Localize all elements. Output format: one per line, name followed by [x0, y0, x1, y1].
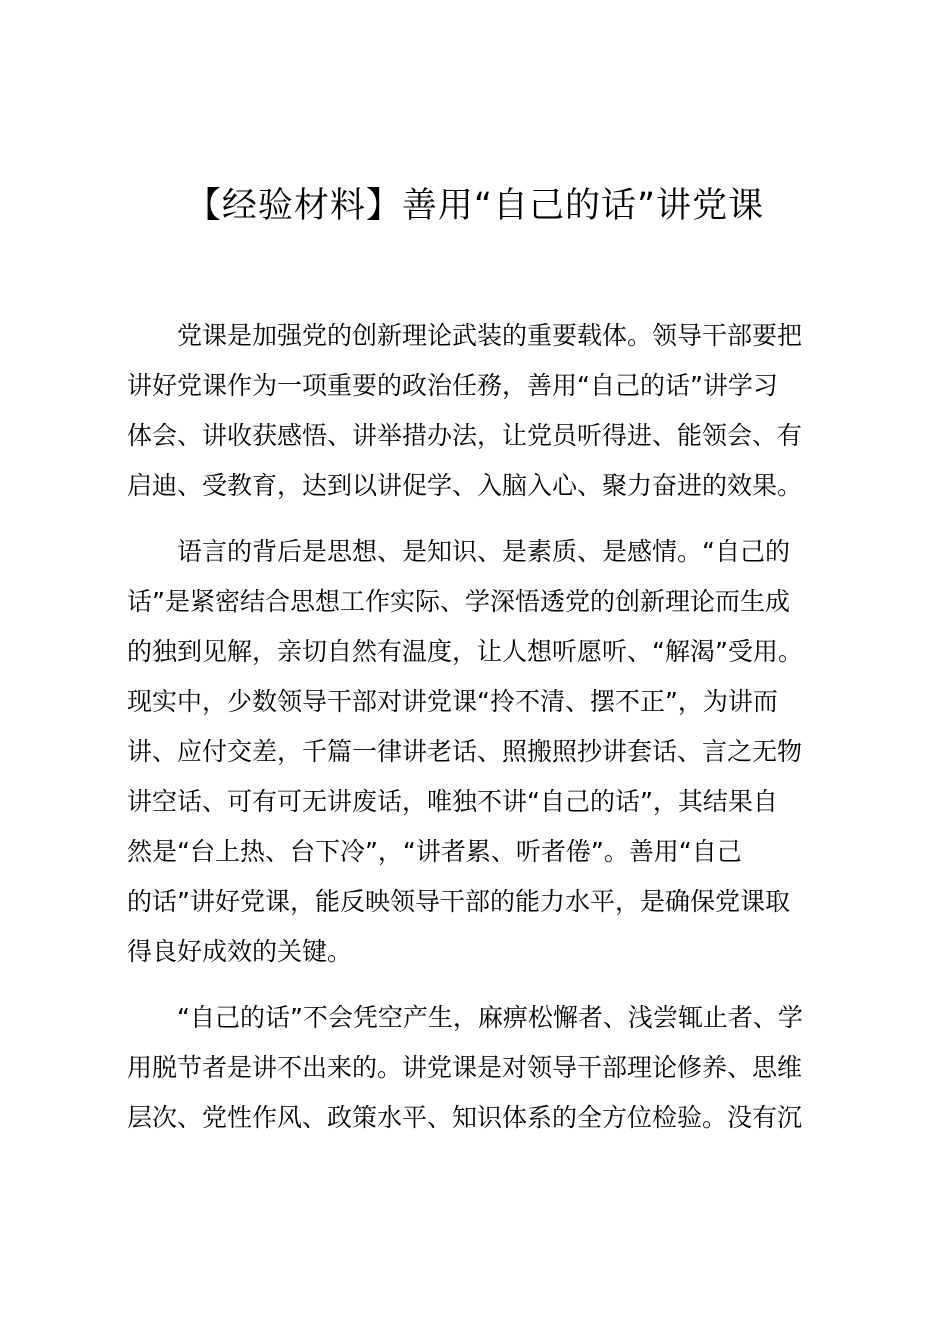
- paragraph-line: 用脱节者是讲不出来的。讲党课是对领导干部理论修养、思维: [127, 1053, 803, 1082]
- paragraph-line: 得良好成效的关键。: [127, 937, 353, 966]
- paragraph-line: 语言的背后是思想、是知识、是素质、是感情。“自己的: [177, 537, 790, 566]
- paragraph-2: [127, 527, 832, 977]
- paragraph-line: 的独到见解，亲切自然有温度，让人想听愿听、“解渴”受用。: [127, 637, 803, 666]
- paragraph-3: [127, 993, 832, 1143]
- paragraph-line: 党课是加强党的创新理论武装的重要载体。领导干部要把: [177, 321, 803, 350]
- paragraph-line: 启迪、受教育，达到以讲促学、入脑入心、聚力奋进的效果。: [127, 471, 803, 500]
- paragraph-line: 层次、党性作风、政策水平、知识体系的全方位检验。没有沉: [127, 1103, 803, 1132]
- document-body: [127, 311, 832, 1159]
- paragraph-line: 现实中，少数领导干部对讲党课“拎不清、摆不正”，为讲而: [127, 687, 778, 716]
- paragraph-1: [127, 311, 832, 511]
- document-title: 【经验材料】善用“自己的话”讲党课: [185, 186, 765, 226]
- paragraph-line: 体会、讲收获感悟、讲举措办法，让党员听得进、能领会、有: [127, 421, 803, 450]
- paragraph-line: 讲空话、可有可无讲废话，唯独不讲“自己的话”，其结果自: [127, 787, 778, 816]
- paragraph-line: 讲好党课作为一项重要的政治任務，善用“自己的话”讲学习: [127, 371, 778, 400]
- paragraph-line: 话”是紧密结合思想工作实际、学深悟透党的创新理论而生成: [127, 587, 790, 616]
- paragraph-line: “自己的话”不会凭空产生，麻痹松懈者、浅尝辄止者、学: [177, 1003, 803, 1032]
- paragraph-line: 然是“台上热、台下冷”，“讲者累、听者倦”。善用“自己: [127, 837, 742, 866]
- paragraph-line: 的话”讲好党课，能反映领导干部的能力水平，是确保党课取: [127, 887, 790, 916]
- paragraph-line: 讲、应付交差，千篇一律讲老话、照搬照抄讲套话、言之无物: [127, 737, 803, 766]
